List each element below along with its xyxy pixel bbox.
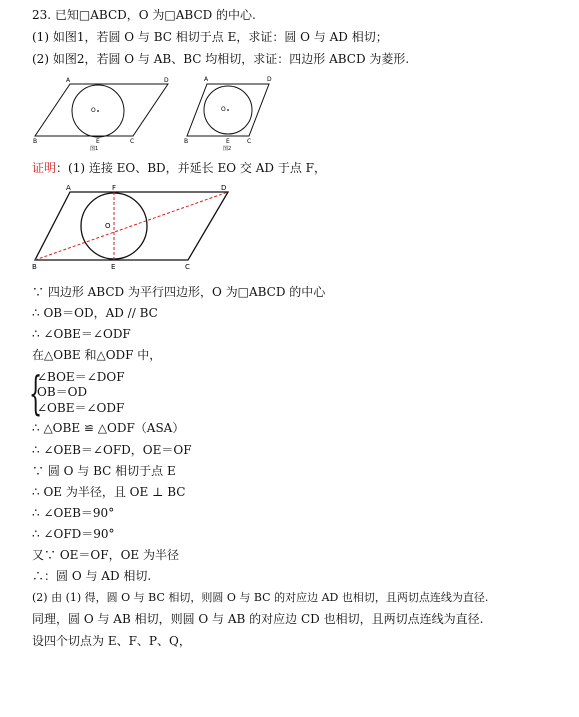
proof-line-8: ∴ OE 为半径，且 OE ⊥ BC: [32, 485, 186, 499]
label-d: D: [221, 184, 227, 192]
parallelogram-abcd: [35, 84, 168, 136]
label-b: B: [33, 138, 38, 145]
proof-line-3: ∴ ∠OBE＝∠ODF: [32, 327, 131, 341]
label-a: A: [204, 76, 209, 83]
center-point: [227, 109, 229, 111]
figure-1-caption: 图1: [90, 146, 99, 152]
proof-line-7: ∵ 圆 O 与 BC 相切于点 E: [32, 464, 176, 478]
label-e: E: [96, 138, 100, 145]
system-brace: {: [29, 366, 43, 420]
label-f: F: [112, 184, 117, 192]
figure-2: [183, 72, 279, 152]
problem-title: 23. 已知□ABCD，O 为□ABCD 的中心.: [32, 8, 256, 22]
proof-line-13: (2) 由 (1) 得，圆 O 与 BC 相切，则圆 O 与 BC 的对应边 AD 也相切，且两切点连线为直径.: [32, 591, 489, 604]
system-line-1: ∠BOE＝∠DOF: [37, 370, 125, 384]
label-e: E: [226, 138, 230, 145]
label-c: C: [185, 263, 190, 271]
proof-line-1: ∵ 四边形 ABCD 为平行四边形，O 为□ABCD 的中心: [32, 285, 326, 299]
proof-line-10: ∴ ∠OFD＝90°: [32, 527, 115, 541]
label-d: D: [164, 77, 169, 84]
label-e: E: [111, 263, 116, 271]
proof-line-2: ∴ OB＝OD，AD // BC: [32, 306, 158, 320]
label-o: O: [105, 222, 111, 230]
label-b: B: [184, 138, 189, 145]
proof-line-11: 又∵ OE＝OF，OE 为半径: [32, 548, 179, 562]
label-a: A: [66, 184, 71, 192]
label-o: O: [221, 106, 226, 113]
proof-label: 证明: [32, 161, 57, 175]
problem-part1: (1) 如图1，若圆 O 与 BC 相切于点 E，求证：圆 O 与 AD 相切；: [32, 30, 388, 44]
system-line-3: ∠OBE＝∠ODF: [37, 401, 125, 415]
proof-line-6: ∴ ∠OEB＝∠OFD，OE＝OF: [32, 443, 192, 457]
label-d: D: [267, 76, 272, 83]
system-line-2: OB＝OD: [37, 385, 88, 399]
proof-line-15: 设四个切点为 E、F、P、Q，: [32, 634, 191, 648]
proof-line-4: 在△OBE 和△ODF 中，: [32, 348, 162, 362]
proof-header: [32, 161, 326, 175]
label-c: C: [247, 138, 252, 145]
figure-1: [30, 74, 170, 152]
proof-line-5: ∴ △OBE ≌ △ODF（ASA）: [32, 421, 185, 435]
proof-line-12: ∴：圆 O 与 AD 相切.: [32, 569, 152, 583]
label-o: O: [91, 107, 96, 114]
problem-part2: (2) 如图2，若圆 O 与 AB、BC 均相切，求证：四边形 ABCD 为菱形.: [32, 52, 410, 66]
proof-header-text: ：(1) 连接 EO、BD，并延长 EO 交 AD 于点 F，: [56, 161, 326, 175]
figure-3: [30, 184, 230, 272]
proof-line-14: 同理，圆 O 与 AB 相切，则圆 O 与 AB 的对应边 CD 也相切，且两切点连线为直径.: [32, 612, 484, 626]
proof-line-9: ∴ ∠OEB＝90°: [32, 506, 115, 520]
figure-2-caption: 图2: [223, 146, 232, 152]
label-c: C: [130, 138, 135, 145]
label-b: B: [32, 263, 37, 271]
label-a: A: [66, 77, 71, 84]
center-point: [97, 110, 99, 112]
dashed-bd: [35, 192, 228, 260]
